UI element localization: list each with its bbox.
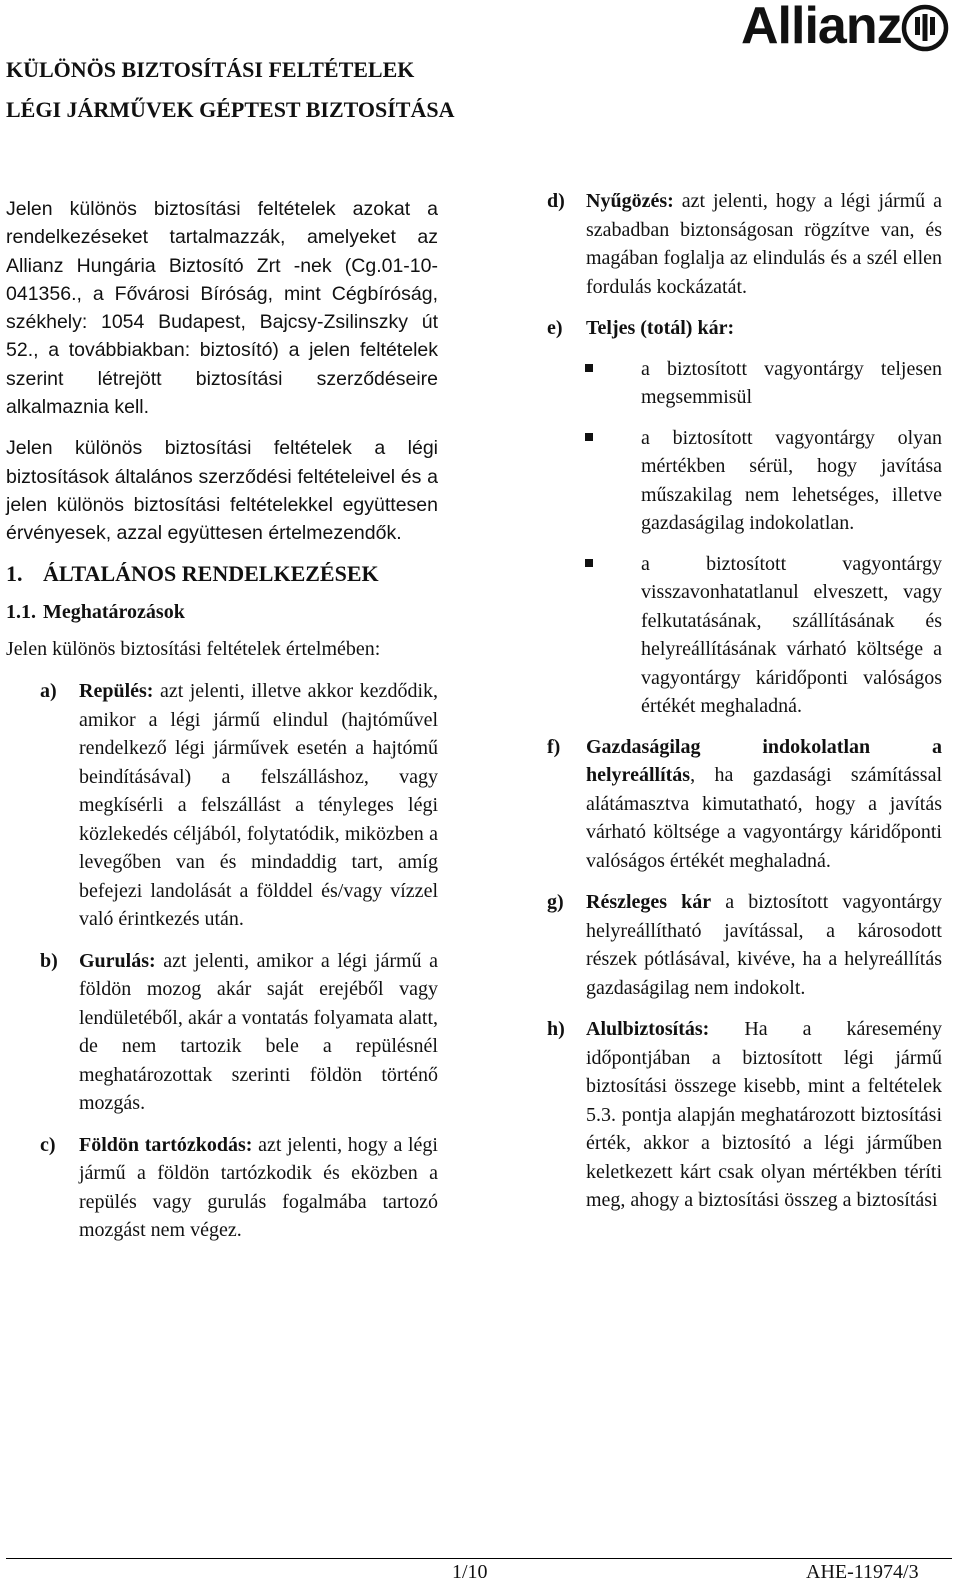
- subsection-number: 1.1.: [6, 601, 36, 624]
- item-term: Alulbiztosítás:: [586, 1018, 710, 1040]
- square-bullet-icon: [585, 424, 641, 538]
- item-text: , ha gazdasági számítással alátámasztva kimutatható, hogy a javítás várható költsége a vagyontárgy káridőponti valóságos értékét meghaladná.: [586, 764, 942, 872]
- item-label: a): [40, 680, 57, 703]
- item-label: h): [547, 1018, 565, 1040]
- subsection-title: Meghatározások: [43, 601, 185, 624]
- intro-paragraph-1: Jelen különös biztosítási feltételek azokat a rendelkezéseket tartalmazzák, amelyeket az Allianz Hungária Biztosító Zrt -nek (Cg.01-10-041356., a Fővárosi Bíróság, mint Cégbíróság, székhely: 1054 Budapest, Bajcsy-Zsilinszky út 52., a továbbiakban: biztosító) a jelen feltételek szerint létrejött biztosítási szerződéseire alkalmaznia kell.: [6, 198, 438, 419]
- item-term: Részleges kár: [586, 891, 712, 913]
- subsection-heading: [6, 598, 438, 627]
- right-column: [547, 187, 942, 1228]
- allianz-logo: [741, 0, 951, 60]
- bullet-text: a biztosított vagyontárgy olyan mértékben sérül, hogy javítása műszakilag nem lehetséges, illetve gazdaságilag indokolatlan.: [641, 426, 942, 534]
- definition-item: [547, 187, 942, 301]
- definition-item: [547, 314, 942, 343]
- intro-paragraph-2: Jelen különös biztosítási feltételek a légi biztosítások általános szerződési feltételeivel és a jelen különös biztosítási feltételekkel együttesen érvényesek, azzal együttesen értelmezendők.: [6, 437, 438, 545]
- item-label: e): [547, 317, 563, 339]
- bullet-text: a biztosított vagyontárgy visszavonhatatlanul elveszett, vagy felkutatásának, szállításának és helyreállításának várható költsége a vagyontárgy káridőponti valóságos értékét meghaladná.: [641, 552, 942, 717]
- item-body: [586, 1015, 942, 1215]
- item-text: azt jelenti, amikor a légi jármű a földön mozog akár saját erejéből vagy lendületéből, akár a vontatás folyamata alatt, de nem tartozik bele a repülésnél meghatározottak szerinti földön történő mozgás.: [79, 949, 438, 1115]
- document-code: AHE-11974/3: [806, 1561, 919, 1583]
- left-column: [6, 195, 438, 1258]
- definition-item: [547, 1015, 942, 1215]
- item-label: b): [40, 949, 58, 972]
- item-term: Gurulás:: [79, 949, 156, 972]
- item-term: Teljes (totál) kár:: [586, 317, 735, 339]
- definition-item: [547, 733, 942, 876]
- square-bullet-icon: [585, 355, 641, 412]
- item-body: [586, 314, 942, 343]
- item-body: [586, 733, 942, 876]
- logo-wordmark: Allianz: [741, 0, 902, 55]
- item-term: Nyűgözés:: [586, 190, 674, 212]
- item-label: g): [547, 891, 564, 913]
- bullet-item: [585, 355, 942, 412]
- square-bullet-icon: [585, 550, 641, 721]
- item-body: [586, 187, 942, 301]
- item-term: Földön tartózkodás:: [79, 1133, 253, 1156]
- item-body: [79, 947, 438, 1118]
- item-body: [79, 677, 438, 934]
- item-label: c): [40, 1133, 56, 1156]
- item-text: azt jelenti, hogy a légi jármű a szabadban biztonságosan rögzítve van, és magában foglalja az elindulás és a szél ellen fordulás kockázatát.: [586, 190, 942, 298]
- item-text: Ha a káresemény időpontjában a biztosított légi jármű biztosítási összege kisebb, mint a feltételek 5.3. pontja alapján meghatározott biztosítási érték, akkor a biztosító a légi járműben keletkezett kárt csak olyan mértékben téríti meg, ahogy a biztosítási összeg a biztosítási: [586, 1018, 942, 1211]
- item-text: a biztosított vagyontárgy helyreállítható javítással, a károsodott részek pótlásával, kivéve, ha a helyreállítás gazdaságilag nem indokolt.: [586, 891, 942, 999]
- definition-item: [40, 947, 438, 1118]
- document-title: KÜLÖNÖS BIZTOSÍTÁSI FELTÉTELEK: [6, 57, 415, 82]
- bullet-item: [585, 424, 942, 538]
- item-term: Gazdaságilag indokolatlan a helyreállítás: [586, 735, 942, 786]
- bullet-text: a biztosított vagyontárgy teljesen megsemmisül: [641, 357, 942, 408]
- definitions-intro: Jelen különös biztosítási feltételek értelmében:: [6, 637, 381, 660]
- item-label: d): [547, 190, 565, 212]
- document-subtitle: LÉGI JÁRMŰVEK GÉPTEST BIZTOSÍTÁSA: [6, 97, 455, 122]
- footer-divider: [6, 1558, 952, 1559]
- item-body: [586, 888, 942, 1002]
- section-heading: [6, 560, 438, 589]
- allianz-eagle-icon: [901, 4, 949, 52]
- item-body: [79, 1131, 438, 1245]
- page-number: 1/10: [452, 1561, 488, 1583]
- bullet-item: [585, 550, 942, 721]
- item-text: azt jelenti, illetve akkor kezdődik, amikor a légi jármű elindul (hajtóművel rendelkező légi járművek esetén a hajtómű beindításával) a felszálláshoz, vagy megkísérli a felszállást a tényleges légi közlekedés céljából, folytatódik, miközben a levegőben van és mindaddig tart, amíg befejezi landolását a földdel és/vagy vízzel való érintkezés után.: [79, 680, 438, 931]
- item-term: Repülés:: [79, 680, 154, 703]
- definition-item: [547, 888, 942, 1002]
- section-title: ÁLTALÁNOS RENDELKEZÉSEK: [43, 560, 379, 586]
- section-number: 1.: [6, 560, 23, 586]
- definition-item: [40, 1131, 438, 1245]
- definition-item: [40, 677, 438, 934]
- item-label: f): [547, 735, 561, 758]
- item-text: azt jelenti, hogy a légi jármű a földön tartózkodik és eközben a repülés vagy gurulás fogalmába tartozó mozgást nem végez.: [79, 1133, 438, 1242]
